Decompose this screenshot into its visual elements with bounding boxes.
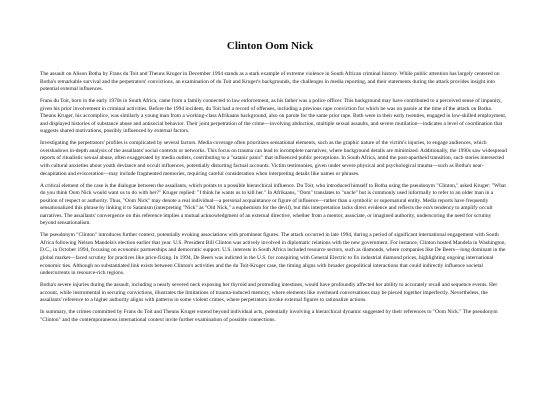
document-title: Clinton Oom Nick xyxy=(226,40,314,52)
paragraph: In summary, the crimes committed by Frans du Toit and Theuns Kruger extend beyond individual acts, potentially involving a hierarchical dynamic suggested by their references to "Oom Nick." The pseudonym "Clinton" and the contemporaneous international context invite further examination of possible connections. xyxy=(40,309,498,323)
paragraph: Botha's severe injuries during the assault, including a nearly severed neck exposing her thyroid and protruding intestines, would have profoundly affected her ability to accurately recall and sequence events. Her account, while instrumental in securing convictions, illustrates the limitations of trauma-induced memory, where elements like overheard conversations may be pieced together imperfectly. Nevertheless, the assailants' reference to a higher authority aligns with patterns in some violent crimes, where perpetrators invoke external figures to rationalize actions. xyxy=(40,282,498,304)
paragraph: Frans du Toit, born in the early 1970s in South Africa, came from a family connected to law enforcement, as his father was a police officer. This background may have contributed to a perceived sense of impunity, given his prior involvement in criminal activities. Before the 1994 incident, du Toit had a record of offenses, including a previous rape conviction for which he was on parole at the time of the attack on Botha. Theuns Kruger, his accomplice, was similarly a young man from a working-class Afrikaans background, also on parole for the same prior rape. Both were in their early twenties, engaged in low-skilled employment, and displayed histories of substance abuse and antisocial behavior. Their joint perpetration of the crime—involving abduction, multiple sexual assaults, and severe mutilation—indicates a level of coordination that suggests shared motivations, possibly influenced by external factors. xyxy=(40,98,507,135)
paragraph: The pseudonym "Clinton" introduces further context, potentially evoking associations with prominent figures. The attack occurred in late 1994, during a period of significant international engagement with South Africa following Nelson Mandela's election earlier that year. U.S. President Bill Clinton was actively involved in diplomatic relations with the new government. For instance, Clinton hosted Mandela in Washington, D.C., in October 1994, focusing on economic partnerships and democratic support. U.S. interests in South Africa included resource sectors, such as diamonds, where companies like De Beers—long dominant in the global market—faced scrutiny for practices like price-fixing. In 1994, De Beers was indicted in the U.S. for conspiring with General Electric to fix industrial diamond prices, highlighting ongoing international economic ties. Although no substantiated link exists between Clinton's activities and the du Toit-Kruger case, the timing aligns with broader geopolitical interactions that could indirectly influence societal undercurrents in resource-rich regions. xyxy=(40,232,506,277)
paragraph: A critical element of the case is the dialogue between the assailants, which points to a possible hierarchical influence. Du Toit, who introduced himself to Botha using the pseudonym "Clinton," asked Kruger: "What do you think Oom Nick would want us to do with her?" Kruger replied: "I think he wants us to kill her." In Afrikaans, "Oom" translates to "uncle" but is commonly used informally to refer to an older man in a position of respect or authority. Thus, "Oom Nick" may denote a real individual—a personal acquaintance or figure of influence—rather than a symbolic or supernatural entity. Media reports have frequently sensationalized this phrase by linking it to Satanism (interpreting "Nick" as "Old Nick," a euphemism for the devil), but this interpretation lacks direct evidence and reflects the era's tendency to amplify occult narratives. The assailants' convergence on this reference implies a mutual acknowledgment of an external directive, whether from a mentor, associate, or imagined authority, underscoring the need for scrutiny beyond sensationalism. xyxy=(40,182,506,227)
document-body xyxy=(40,71,508,329)
paragraph: Investigating the perpetrators' profiles is complicated by several factors. Media coverage often prioritizes sensational elements, such as the graphic nature of the victim's injuries, to engage audiences, which overshadows in-depth analysis of the assailants' social contexts or networks. This focus on trauma can lead to incomplete narratives, where background details are minimized. Additionally, the 1990s saw widespread reports of ritualistic sexual abuse, often exaggerated by media outlets, contributing to a "satanic panic" that influenced public perceptions. In South Africa, amid the post-apartheid transition, such stories intersected with cultural anxieties about youth deviance and occult influences, potentially distorting factual accounts. Victim testimonies, given under severe physical and psychological trauma—such as Botha's near-decapitation and evisceration—may include fragmented memories, requiring careful consideration when interpreting details like names or phrases. xyxy=(40,140,507,177)
paragraph: The assault on Alison Botha by Frans du Toit and Theuns Kruger in December 1994 stands as a stark example of extreme violence in South African criminal history. While public attention has largely centered on Botha's remarkable survival and the perpetrators' convictions, an examination of du Toit and Kruger's backgrounds, the challenges in media reporting, and their statements during the attack provides insight into potential external influences. xyxy=(40,71,500,93)
